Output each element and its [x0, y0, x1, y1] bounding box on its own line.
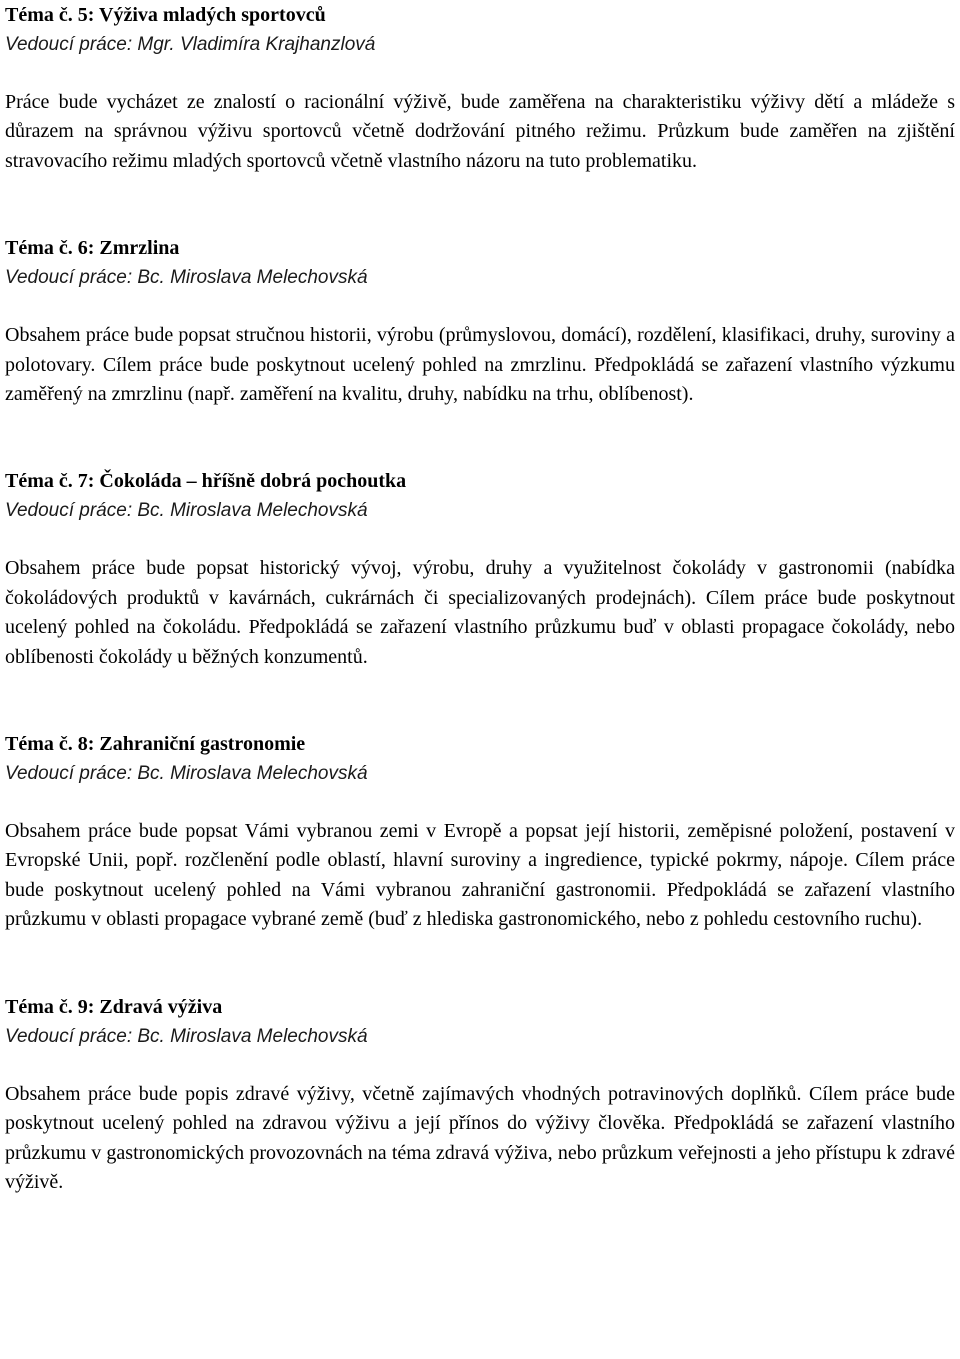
topic-description: Obsahem práce bude popis zdravé výživy, včetně zajímavých vhodných potravinových doplňků. Cílem práce bude poskytnout ucelený pohled na zdravou výživu a její přínos do výživy člověka. Předpokládá se zařazení vlastního průzkumu v gastronomických provozovnách na téma zdravá výživa, nebo průzkum veřejnosti a jeho přístupu k zdravé výživě.	[5, 1082, 955, 1193]
topic-8	[5, 730, 955, 935]
topic-supervisor: Vedoucí práce: Bc. Miroslava Melechovská	[5, 267, 368, 289]
topic-supervisor: Vedoucí práce: Bc. Miroslava Melechovská	[5, 763, 368, 785]
topic-7	[5, 467, 955, 672]
topic-description: Obsahem práce bude popsat Vámi vybranou zemi v Evropě a popsat její historii, zeměpisné položení, postavení v Evropské Unii, popř. rozčlenění podle oblastí, hlavní suroviny a ingredience, typické pokrmy, nápoje. Cílem práce bude poskytnout ucelený pohled na Vámi vybranou zahraniční gastronomii. Předpokládá se zařazení vlastního průzkumu v oblasti propagace vybrané země (buď z hlediska gastronomického, nebo z pohledu cestovního ruchu).	[5, 820, 955, 931]
topic-supervisor: Vedoucí práce: Mgr. Vladimíra Krajhanzlová	[5, 34, 376, 55]
topic-heading: Téma č. 7: Čokoláda – hříšně dobrá pochoutka	[5, 470, 407, 493]
topic-heading: Téma č. 5: Výživa mladých sportovců	[5, 4, 326, 26]
document-page	[5, 0, 955, 1197]
topic-supervisor: Vedoucí práce: Bc. Miroslava Melechovská	[5, 500, 368, 522]
topic-description: Práce bude vycházet ze znalostí o racionální výživě, bude zaměřena na charakteristiku výživy dětí a mládeže s důrazem na správnou výživu sportovců včetně dodržování pitného režimu. Průzkum bude zaměřen na zjištění stravovacího režimu mladých sportovců včetně vlastního názoru na tuto problematiku.	[5, 91, 955, 172]
topic-description: Obsahem práce bude popsat historický vývoj, výrobu, druhy a využitelnost čokolády v gastronomii (nabídka čokoládových produktů v kavárnách, cukrárnách či specializovaných prodejnách). Cílem práce bude poskytnout ucelený pohled na čokoládu. Předpokládá se zařazení vlastního průzkumu buď v oblasti propagace čokolády, nebo oblíbenosti čokolády u běžných konzumentů.	[5, 557, 955, 668]
topic-5	[5, 1, 955, 176]
topic-description: Obsahem práce bude popsat stručnou historii, výrobu (průmyslovou, domácí), rozdělení, klasifikaci, druhy, suroviny a polotovary. Cílem práce bude poskytnout ucelený pohled na zmrzlinu. Předpokládá se zařazení vlastního výzkumu zaměřený na zmrzlinu (např. zaměření na kvalitu, druhy, nabídku na trhu, oblíbenost).	[5, 324, 955, 406]
topic-9	[5, 993, 955, 1198]
topic-6	[5, 234, 955, 409]
topic-supervisor: Vedoucí práce: Bc. Miroslava Melechovská	[5, 1025, 368, 1047]
topic-heading: Téma č. 9: Zdravá výživa	[5, 995, 223, 1018]
topic-heading: Téma č. 8: Zahraniční gastronomie	[5, 733, 306, 756]
topic-heading: Téma č. 6: Zmrzlina	[5, 237, 180, 260]
